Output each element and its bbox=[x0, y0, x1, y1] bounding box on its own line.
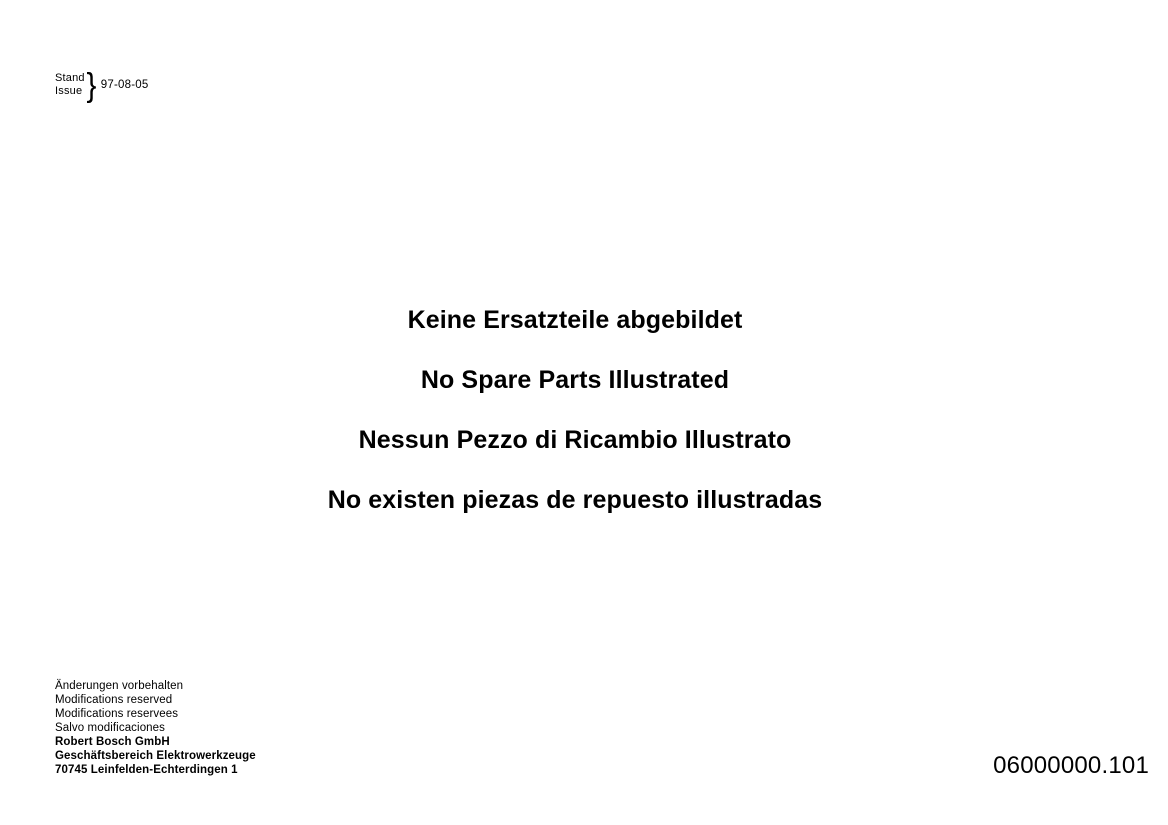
company-division: Geschäftsbereich Elektrowerkzeuge bbox=[55, 750, 256, 762]
company-address: 70745 Leinfelden-Echterdingen 1 bbox=[55, 764, 238, 776]
disclaimer-german: Änderungen vorbehalten bbox=[55, 680, 184, 692]
company-name: Robert Bosch GmbH bbox=[55, 736, 170, 748]
notice-line-english: No Spare Parts Illustrated bbox=[420, 366, 730, 394]
issue-label: Issue bbox=[55, 85, 83, 97]
notice-line-italian: Nessun Pezzo di Ricambio Illustrato bbox=[358, 426, 792, 454]
issue-date: 97-08-05 bbox=[100, 79, 149, 91]
footer-block bbox=[55, 679, 256, 777]
notice-line-spanish: No existen piezas de repuesto illustradas bbox=[327, 486, 823, 514]
disclaimer-english: Modifications reserved bbox=[55, 694, 173, 706]
notice-line-german: Keine Ersatzteile abgebildet bbox=[407, 306, 743, 334]
issue-date-stamp bbox=[55, 66, 149, 103]
no-spare-parts-notice bbox=[0, 290, 1150, 530]
document-number: 06000000.101 bbox=[993, 752, 1149, 779]
stand-label: Stand bbox=[55, 72, 85, 84]
disclaimer-french: Modifications reservees bbox=[55, 708, 179, 720]
stamp-labels bbox=[55, 72, 85, 98]
curly-brace-glyph: } bbox=[86, 66, 97, 103]
disclaimer-spanish: Salvo modificaciones bbox=[55, 722, 166, 734]
